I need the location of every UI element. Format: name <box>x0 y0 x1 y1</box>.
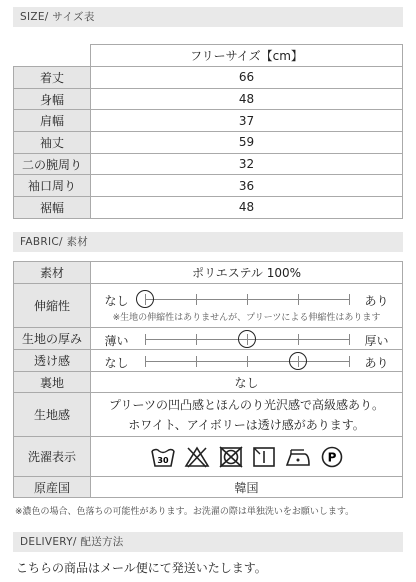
size-table-corner <box>14 45 91 67</box>
lining-label: 裏地 <box>14 372 91 393</box>
size-row-label: 肩幅 <box>14 110 91 132</box>
stretch-label: 伸縮性 <box>14 284 91 328</box>
origin-label: 原産国 <box>14 477 91 498</box>
scale-indicator <box>136 290 154 308</box>
texture-cell <box>91 393 403 437</box>
fabric-table <box>13 261 403 498</box>
size-row-value: 66 <box>91 67 403 89</box>
svg-text:30: 30 <box>156 455 169 465</box>
thickness-cell <box>91 328 403 350</box>
sheer-scale <box>97 351 397 371</box>
care-footnote: ※濃色の場合、色落ちの可能性があります。お洗濯の際は単独洗いをお願いします。 <box>15 507 355 517</box>
care-label: 洗濯表示 <box>14 437 91 477</box>
fabric-section-header: FABRIC/ 素材 <box>13 232 403 252</box>
size-row-label: 身幅 <box>14 88 91 110</box>
stretch-cell <box>91 284 403 328</box>
scale-tick <box>247 294 248 305</box>
scale-indicator <box>289 352 307 370</box>
thickness-scale-max: 厚い <box>364 333 389 348</box>
scale-tick <box>145 334 146 345</box>
delivery-text: こちらの商品はメール便にて発送いたします。 <box>16 561 267 575</box>
scale-indicator <box>238 330 256 348</box>
stretch-scale-max: あり <box>364 293 389 308</box>
size-row-value: 59 <box>91 132 403 154</box>
stretch-note: ※生地の伸縮性はありませんが、プリーツによる伸縮性はあります <box>112 312 381 323</box>
size-row-value: 32 <box>91 153 403 175</box>
scale-tick <box>145 356 146 367</box>
scale-tick <box>247 356 248 367</box>
scale-tick <box>196 356 197 367</box>
size-row-value: 36 <box>91 175 403 197</box>
thickness-scale-min: 薄い <box>104 333 129 348</box>
sheer-cell <box>91 350 403 372</box>
scale-tick <box>349 356 350 367</box>
material-value: ポリエステル 100% <box>91 262 403 284</box>
scale-tick <box>349 294 350 305</box>
size-row-value: 48 <box>91 88 403 110</box>
care-cell <box>91 437 403 477</box>
thickness-scale <box>97 329 397 349</box>
material-label: 素材 <box>14 262 91 284</box>
size-row-label: 裾幅 <box>14 197 91 219</box>
scale-tick <box>298 294 299 305</box>
size-row-value: 48 <box>91 197 403 219</box>
sheer-label: 透け感 <box>14 350 91 372</box>
sheer-scale-min: なし <box>104 355 129 370</box>
no-bleach-icon <box>184 445 210 469</box>
delivery-section-header: DELIVERY/ 配送方法 <box>13 532 403 552</box>
size-row-label: 着丈 <box>14 67 91 89</box>
iron-low-icon <box>284 445 312 469</box>
size-table <box>13 44 403 219</box>
lining-value: なし <box>91 372 403 393</box>
size-row-label: 二の腕周り <box>14 153 91 175</box>
size-row-label: 袖丈 <box>14 132 91 154</box>
scale-tick <box>196 294 197 305</box>
size-column-header: フリーサイズ【cm】 <box>91 45 403 67</box>
care-icons <box>91 445 402 469</box>
texture-line-1: プリーツの凹凸感とほんのり光沢感で高級感あり。 <box>108 398 385 412</box>
sheer-scale-max: あり <box>364 355 389 370</box>
svg-text:P: P <box>327 450 336 464</box>
wash-30-icon <box>150 445 176 469</box>
origin-value: 韓国 <box>91 477 403 498</box>
stretch-scale-min: なし <box>104 293 129 308</box>
line-dry-icon <box>252 445 276 469</box>
size-row-value: 37 <box>91 110 403 132</box>
texture-label: 生地感 <box>14 393 91 437</box>
no-tumble-dry-icon <box>218 445 244 469</box>
texture-line-2: ホワイト、アイボリーは透け感があります。 <box>128 418 365 432</box>
thickness-label: 生地の厚み <box>14 328 91 350</box>
stretch-scale <box>97 289 397 309</box>
scale-tick <box>196 334 197 345</box>
size-row-label: 袖口周り <box>14 175 91 197</box>
scale-tick <box>349 334 350 345</box>
size-section-header: SIZE/ サイズ表 <box>13 7 403 27</box>
dry-clean-p-icon <box>320 445 344 469</box>
scale-tick <box>298 334 299 345</box>
